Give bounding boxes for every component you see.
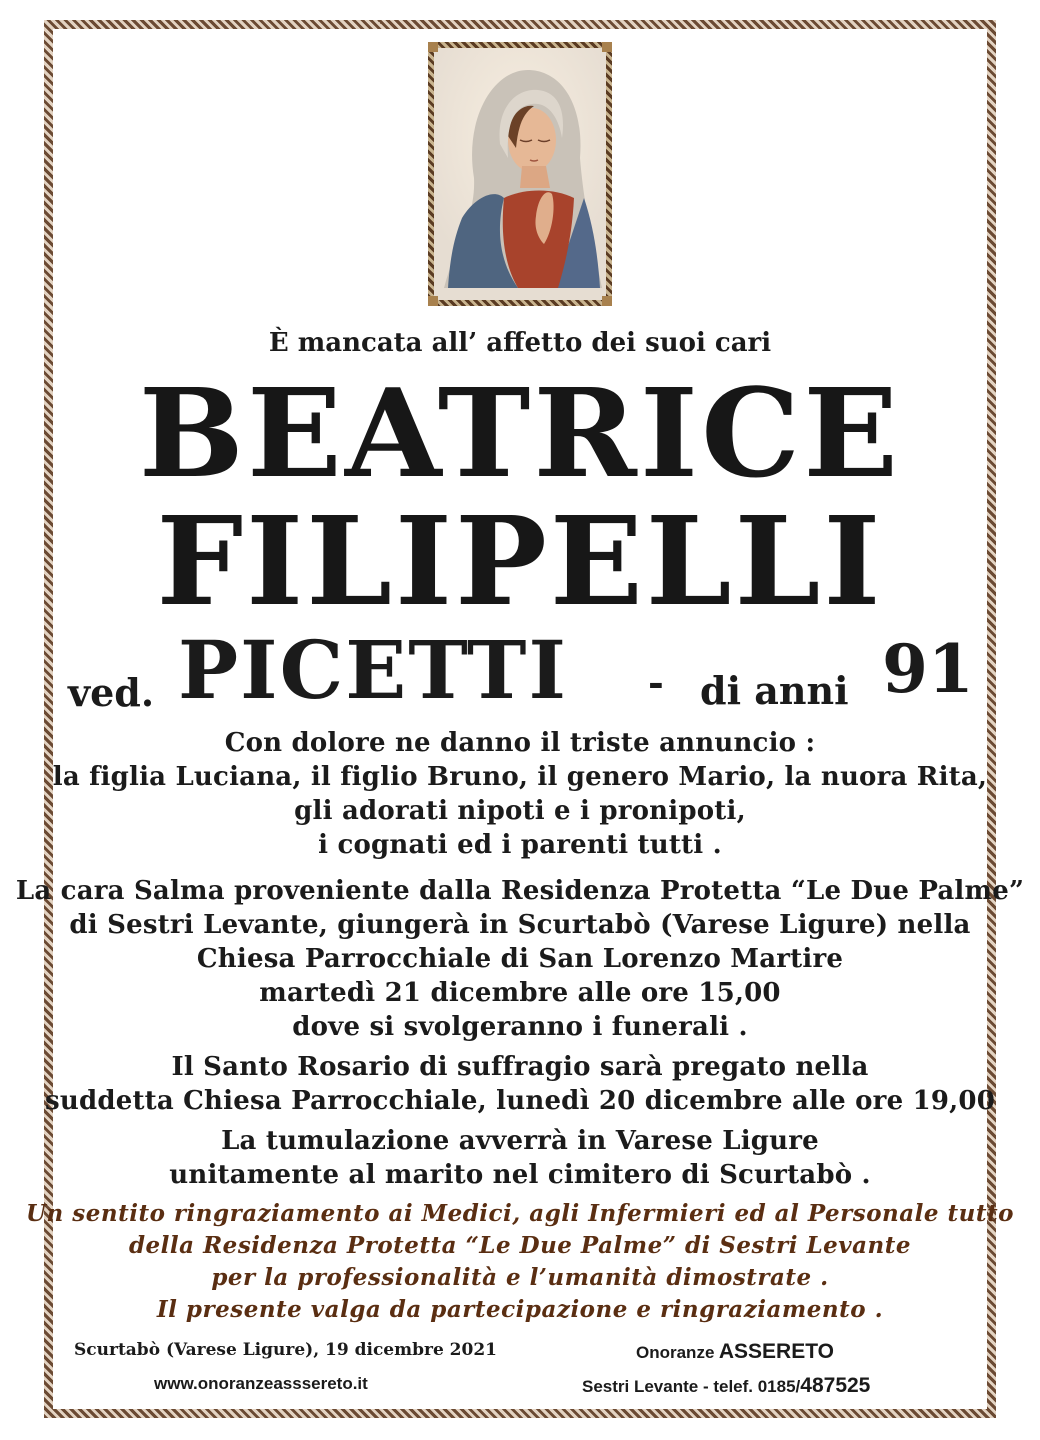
announcement-line: la figlia Luciana, il figlio Bruno, il genero Mario, la nuora Rita, — [52, 762, 988, 792]
funeral-line: Chiesa Parrocchiale di San Lorenzo Martire — [196, 944, 844, 974]
thanks-line: della Residenza Protetta “Le Due Palme” di Sestri Levante — [128, 1232, 912, 1259]
thanks-line: Un sentito ringraziamento ai Medici, agli Infermieri ed al Personale tutto — [26, 1200, 1014, 1227]
burial-line: unitamente al marito nel cimitero di Scurtabò . — [169, 1160, 871, 1190]
icon-corner-ornament — [428, 296, 438, 306]
age-value: 91 — [882, 630, 974, 708]
thanks-line: Il presente valga da partecipazione e ringraziamento . — [156, 1296, 884, 1323]
funeral-line: dove si svolgeranno i funerali . — [292, 1012, 748, 1042]
agency-phone — [582, 1374, 870, 1398]
rosary-line: Il Santo Rosario di suffragio sarà pregato nella — [171, 1052, 869, 1082]
madonna-praying-icon — [428, 42, 612, 306]
intro-text: È mancata all’ affetto dei suoi cari — [268, 328, 772, 358]
thanks-line: per la professionalità e l’umanità dimostrate . — [211, 1264, 829, 1291]
announcement-line: i cognati ed i parenti tutti . — [318, 830, 722, 860]
icon-corner-ornament — [602, 42, 612, 52]
burial-line: La tumulazione avverrà in Varese Ligure — [221, 1126, 819, 1156]
widow-label: ved. — [68, 670, 155, 715]
agency-name — [636, 1340, 834, 1364]
funeral-line: martedì 21 dicembre alle ore 15,00 — [259, 978, 781, 1008]
funeral-line: di Sestri Levante, giungerà in Scurtabò (Varese Ligure) nella — [69, 910, 971, 940]
icon-corner-ornament — [428, 42, 438, 52]
icon-corner-ornament — [602, 296, 612, 306]
website-link[interactable]: www.onoranzeasssereto.it — [154, 1374, 368, 1393]
deceased-last-name: FILIPELLI — [156, 489, 884, 633]
announcement-line: gli adorati nipoti e i pronipoti, — [294, 796, 746, 826]
phone-number: 487525 — [800, 1374, 871, 1397]
funeral-line: La cara Salma proveniente dalla Residenza Protetta “Le Due Palme” — [15, 876, 1025, 906]
separator-dash: - — [648, 660, 664, 705]
deceased-first-name: BEATRICE — [138, 361, 902, 505]
age-label: di anni — [700, 668, 849, 713]
married-name-row — [0, 623, 1040, 717]
agency-brand: ASSERETO — [718, 1340, 835, 1363]
announcement-line: Con dolore ne danno il triste annuncio : — [224, 728, 816, 758]
agency-prefix: Onoranze — [636, 1343, 715, 1362]
rosary-line: suddetta Chiesa Parrocchiale, lunedì 20 dicembre alle ore 19,00 — [45, 1086, 995, 1116]
phone-prefix: Sestri Levante - telef. 0185/ — [582, 1377, 801, 1396]
married-surname: PICETTI — [178, 623, 568, 717]
place-date: Scurtabò (Varese Ligure), 19 dicembre 2021 — [74, 1340, 497, 1360]
